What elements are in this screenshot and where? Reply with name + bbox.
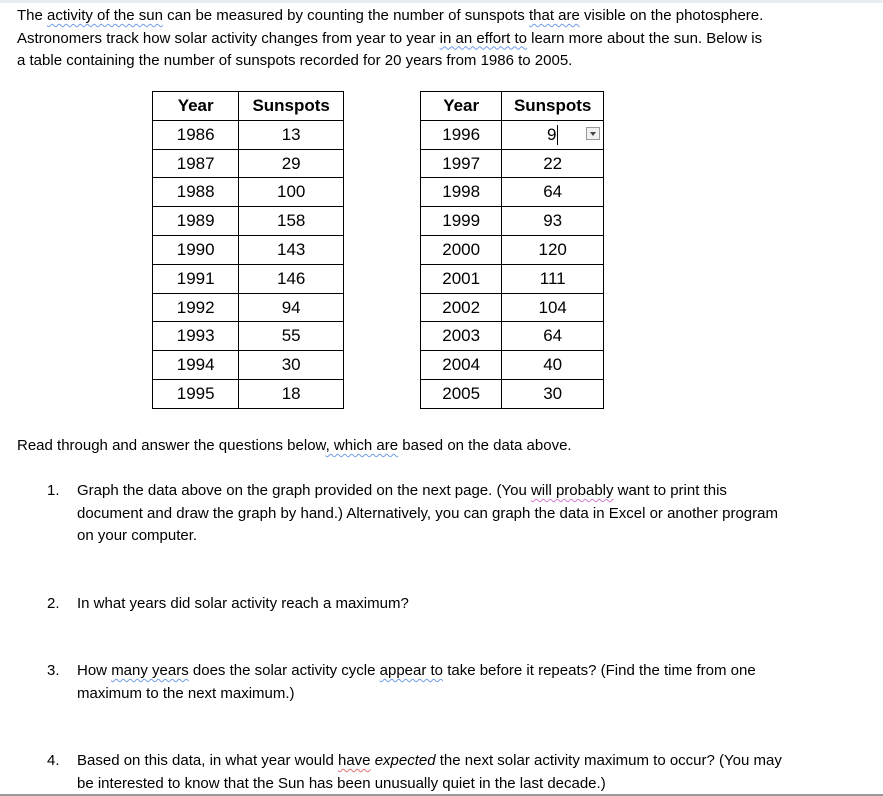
- grammar-flag[interactable]: will probably: [530, 482, 614, 499]
- year-cell[interactable]: 2001: [421, 264, 502, 293]
- sunspots-cell[interactable]: 146: [239, 264, 344, 293]
- year-cell[interactable]: 2005: [421, 379, 502, 408]
- intro-text: The: [17, 7, 48, 24]
- table-row: [421, 178, 604, 207]
- table-row: [421, 379, 604, 408]
- sunspots-cell[interactable]: 55: [239, 322, 344, 351]
- sunspots-cell[interactable]: 40: [502, 351, 604, 380]
- question-text: [77, 480, 817, 548]
- table-row: [421, 149, 604, 178]
- sunspots-cell[interactable]: 104: [502, 293, 604, 322]
- question-text-part: Graph the data above on the graph provided on the next page. (You: [77, 482, 531, 499]
- question-number: 2.: [47, 595, 60, 612]
- table-row: [421, 120, 604, 149]
- sunspots-cell[interactable]: 158: [239, 207, 344, 236]
- question-number: 4.: [47, 752, 60, 769]
- year-cell[interactable]: 1986: [153, 120, 239, 149]
- year-cell[interactable]: 2004: [421, 351, 502, 380]
- question-text-part: take before it repeats? (Find the time from one: [443, 662, 756, 679]
- table-row: [421, 322, 604, 351]
- grammar-flag[interactable]: many years: [111, 662, 189, 679]
- sunspots-header: Sunspots: [239, 92, 344, 121]
- intro-paragraph: [17, 5, 837, 73]
- question-number: 1.: [47, 482, 60, 499]
- year-cell[interactable]: 1999: [421, 207, 502, 236]
- instructions-text: based on the data above.: [398, 437, 572, 454]
- sunspots-cell[interactable]: 64: [502, 178, 604, 207]
- table-row: [153, 293, 344, 322]
- sunspots-cell[interactable]: 64: [502, 322, 604, 351]
- intro-text: learn more about the sun. Below is: [526, 29, 763, 47]
- question-text-part: does the solar activity cycle: [188, 662, 380, 679]
- sunspots-cell[interactable]: 29: [239, 149, 344, 178]
- question-text-part: on your computer.: [77, 527, 198, 545]
- sunspots-cell[interactable]: 30: [502, 379, 604, 408]
- year-cell[interactable]: 1989: [153, 207, 239, 236]
- emphasis-text: expected: [374, 752, 436, 769]
- instructions-text: Read through and answer the questions below: [17, 437, 326, 454]
- year-cell[interactable]: 1987: [153, 149, 239, 178]
- sunspot-table-1996-2005: [420, 91, 604, 409]
- table-row: [421, 207, 604, 236]
- year-cell[interactable]: 1988: [153, 178, 239, 207]
- instructions-line: [17, 435, 572, 457]
- year-cell[interactable]: 1996: [421, 120, 502, 149]
- table-row: [421, 351, 604, 380]
- sunspots-cell[interactable]: 18: [239, 379, 344, 408]
- table-row: [153, 351, 344, 380]
- year-cell[interactable]: 1992: [153, 293, 239, 322]
- year-cell[interactable]: 1998: [421, 178, 502, 207]
- sunspots-cell[interactable]: 22: [502, 149, 604, 178]
- sunspots-cell[interactable]: 143: [239, 235, 344, 264]
- year-cell[interactable]: 2002: [421, 293, 502, 322]
- table-row: [421, 293, 604, 322]
- intro-text: visible on the photosphere.: [579, 7, 764, 24]
- sunspots-cell[interactable]: 93: [502, 207, 604, 236]
- question-text: [77, 593, 817, 616]
- page-top-border: [0, 0, 883, 3]
- table-row: [421, 235, 604, 264]
- question-text-part: be interested to know that the Sun has been unusually quiet in the last decade.): [77, 774, 606, 792]
- spelling-flag[interactable]: have: [338, 752, 371, 769]
- table-row: [153, 178, 344, 207]
- table-row: [153, 379, 344, 408]
- intro-text: Astronomers track how solar activity changes from year to year: [17, 29, 440, 47]
- question-text-part: the next solar activity maximum to occur? (You may: [435, 752, 782, 769]
- table-row: [153, 207, 344, 236]
- year-cell[interactable]: 1990: [153, 235, 239, 264]
- table-row: [153, 149, 344, 178]
- grammar-flag[interactable]: appear to: [379, 662, 444, 679]
- question-text-part: How: [77, 662, 112, 679]
- question-text: [77, 750, 817, 795]
- year-cell[interactable]: 1995: [153, 379, 239, 408]
- year-header: Year: [153, 92, 239, 121]
- table-row: [153, 120, 344, 149]
- question-text-part: want to print this: [613, 482, 727, 499]
- question-text-part: In what years did solar activity reach a maximum?: [77, 595, 409, 612]
- sunspots-cell-active[interactable]: [502, 120, 604, 149]
- grammar-flag[interactable]: , which are: [325, 437, 399, 454]
- question-text: [77, 660, 817, 705]
- sunspots-cell[interactable]: 111: [502, 264, 604, 293]
- sunspot-table-1986-1995: [152, 91, 344, 409]
- year-cell[interactable]: 1993: [153, 322, 239, 351]
- table-row: [153, 235, 344, 264]
- grammar-flag[interactable]: activity of the sun: [47, 7, 163, 24]
- table-row: [421, 264, 604, 293]
- table-row: [153, 264, 344, 293]
- sunspots-cell[interactable]: 13: [239, 120, 344, 149]
- grammar-flag[interactable]: in an effort to: [439, 29, 527, 47]
- year-cell[interactable]: 2003: [421, 322, 502, 351]
- table-row: [153, 322, 344, 351]
- sunspots-value[interactable]: 9: [546, 124, 557, 144]
- year-cell[interactable]: 1994: [153, 351, 239, 380]
- question-text-part: document and draw the graph by hand.) Alternatively, you can graph the data in Excel or another program: [77, 504, 778, 522]
- sunspots-header: Sunspots: [502, 92, 604, 121]
- intro-text: can be measured by counting the number of sunspots: [162, 7, 529, 24]
- year-cell[interactable]: 1991: [153, 264, 239, 293]
- text-cursor: [557, 125, 558, 145]
- question-text-part: maximum to the next maximum.): [77, 684, 295, 702]
- question-number: 3.: [47, 662, 60, 679]
- dropdown-arrow-icon[interactable]: [586, 127, 600, 140]
- sunspots-cell[interactable]: 100: [239, 178, 344, 207]
- sunspots-cell[interactable]: 94: [239, 293, 344, 322]
- intro-text: a table containing the number of sunspots recorded for 20 years from 1986 to 2005.: [17, 52, 573, 70]
- sunspots-cell[interactable]: 30: [239, 351, 344, 380]
- year-header: Year: [421, 92, 502, 121]
- year-cell[interactable]: 1997: [421, 149, 502, 178]
- sunspots-cell[interactable]: 120: [502, 235, 604, 264]
- grammar-flag[interactable]: that are: [528, 7, 580, 24]
- year-cell[interactable]: 2000: [421, 235, 502, 264]
- question-text-part: Based on this data, in what year would: [77, 752, 338, 769]
